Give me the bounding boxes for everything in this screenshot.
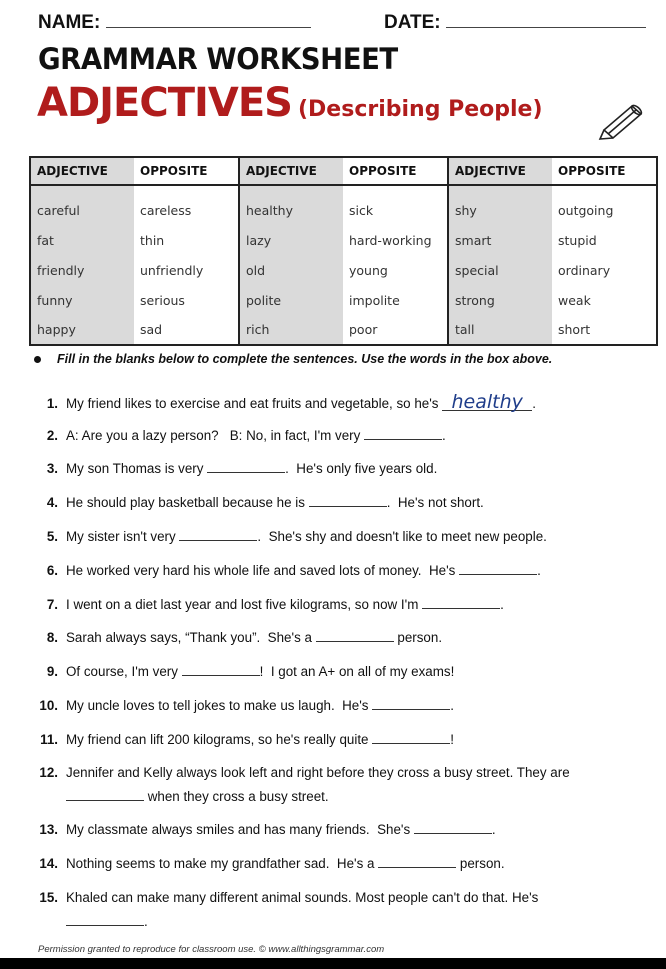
answer-blank[interactable]: [66, 789, 144, 801]
question-number: 4.: [46, 495, 58, 510]
column-header: ADJECTIVE: [30, 157, 134, 185]
question-number: 13.: [39, 822, 58, 837]
answer-blank[interactable]: [309, 495, 387, 507]
question-number: 5.: [46, 529, 58, 544]
answer-blank[interactable]: [459, 563, 537, 575]
question-text: My classmate always smiles and has many friends. She's: [66, 822, 414, 837]
answer-blank[interactable]: [179, 529, 257, 541]
column-header: ADJECTIVE: [239, 157, 343, 185]
question-number: 14.: [39, 856, 58, 871]
answer-blank[interactable]: [372, 732, 450, 744]
question-number: 1.: [46, 396, 58, 411]
question-text: I went on a diet last year and lost five kilograms, so now I'm: [66, 597, 423, 612]
column-header: OPPOSITE: [552, 157, 657, 185]
answer-blank[interactable]: [316, 630, 394, 642]
table-row: [30, 315, 657, 345]
question-text-after: .: [500, 597, 504, 612]
question-text-after: person.: [456, 856, 505, 871]
name-field[interactable]: [38, 12, 311, 34]
answer-blank[interactable]: [414, 822, 492, 834]
table-cell: unfriendly: [134, 255, 239, 285]
question-text: My friend likes to exercise and eat fruits and vegetable, so he's: [66, 396, 443, 411]
topic-heading: [37, 80, 543, 126]
question-text-after: !: [450, 732, 454, 747]
table-cell: impolite: [343, 285, 448, 315]
question-text: Jennifer and Kelly always look left and right before they cross a busy street. They are: [66, 765, 570, 780]
pencil-icon: [596, 100, 646, 140]
question-text-after: person.: [393, 630, 443, 645]
question-number: 12.: [39, 765, 58, 780]
question-text-after: .: [537, 563, 541, 578]
table-cell: weak: [552, 285, 657, 315]
table-cell: sick: [343, 185, 448, 225]
table-cell: ordinary: [552, 255, 657, 285]
question-item: [18, 890, 658, 905]
question-item: [18, 428, 658, 443]
question-text: He should play basketball because he is: [66, 495, 309, 510]
table-cell: thin: [134, 225, 239, 255]
question-item: [18, 630, 658, 645]
question-item: [18, 822, 658, 837]
table-cell: sad: [134, 315, 239, 345]
question-text-after: . She's shy and doesn't like to meet new people.: [257, 529, 547, 544]
question-text-after: . He's not short.: [386, 495, 484, 510]
table-cell: serious: [134, 285, 239, 315]
table-cell: careless: [134, 185, 239, 225]
table-header-row: [30, 157, 657, 185]
question-item: [18, 732, 658, 747]
table-cell: funny: [30, 285, 134, 315]
table-cell: outgoing: [552, 185, 657, 225]
question-text: He worked very hard his whole life and saved lots of money. He's: [66, 563, 460, 578]
question-number: 2.: [46, 428, 58, 443]
answer-blank[interactable]: [182, 664, 260, 676]
question-text: My son Thomas is very: [66, 461, 208, 476]
answer-blank[interactable]: [66, 914, 144, 926]
question-text-after: .: [144, 914, 148, 929]
question-number: 9.: [46, 664, 58, 679]
question-text: My sister isn't very: [66, 529, 180, 544]
instructions-text: Fill in the blanks below to complete the sentences. Use the words in the box above.: [57, 352, 553, 366]
answer-blank[interactable]: [372, 698, 450, 710]
table-cell: shy: [448, 185, 552, 225]
table-cell: tall: [448, 315, 552, 345]
question-item: [18, 391, 658, 413]
table-cell: healthy: [239, 185, 343, 225]
question-number: 8.: [46, 630, 58, 645]
question-continuation: [66, 789, 329, 804]
table-row: [30, 225, 657, 255]
table-row: [30, 255, 657, 285]
question-text-after: . He's only five years old.: [285, 461, 438, 476]
table-cell: short: [552, 315, 657, 345]
question-text: Khaled can make many different animal sounds. Most people can't do that. He's: [66, 890, 539, 905]
column-header: ADJECTIVE: [448, 157, 552, 185]
question-text-after: .: [450, 698, 454, 713]
table-cell: poor: [343, 315, 448, 345]
instructions: [34, 352, 552, 366]
table-cell: old: [239, 255, 343, 285]
table-cell: special: [448, 255, 552, 285]
answer-blank[interactable]: [422, 597, 500, 609]
question-text: Nothing seems to make my grandfather sad. He's a: [66, 856, 379, 871]
answer-blank[interactable]: [364, 428, 442, 440]
question-number: 3.: [46, 461, 58, 476]
column-header: OPPOSITE: [343, 157, 448, 185]
table-cell: friendly: [30, 255, 134, 285]
question-item: [18, 597, 658, 612]
question-text-after: .: [532, 396, 536, 411]
question-number: 7.: [46, 597, 58, 612]
table-cell: strong: [448, 285, 552, 315]
question-text: Of course, I'm very: [66, 664, 182, 679]
question-number: 6.: [46, 563, 58, 578]
question-item: [18, 698, 658, 713]
bottom-bar: [0, 958, 666, 969]
table-cell: stupid: [552, 225, 657, 255]
question-item: [18, 765, 658, 780]
table-cell: hard-working: [343, 225, 448, 255]
question-item: [18, 563, 658, 578]
table-cell: careful: [30, 185, 134, 225]
answer-blank[interactable]: [207, 461, 285, 473]
footer-copyright: Permission granted to reproduce for classroom use. © www.allthingsgrammar.com: [38, 944, 385, 955]
question-number: 11.: [40, 732, 58, 747]
question-item: [18, 495, 658, 510]
question-text-after: when they cross a busy street.: [144, 789, 329, 804]
column-header: OPPOSITE: [134, 157, 239, 185]
topic-note: (Describing People): [297, 97, 543, 122]
question-number: 15.: [39, 890, 58, 905]
table-cell: fat: [30, 225, 134, 255]
question-text: My uncle loves to tell jokes to make us laugh. He's: [66, 698, 373, 713]
date-field[interactable]: [384, 12, 646, 34]
table-cell: polite: [239, 285, 343, 315]
name-label: NAME:: [38, 12, 101, 33]
table-row: [30, 185, 657, 225]
question-text-after: ! I got an A+ on all of my exams!: [259, 664, 455, 679]
question-text: A: Are you a lazy person? B: No, in fact, I'm very: [66, 428, 365, 443]
question-item: [18, 461, 658, 476]
question-number: 10.: [39, 698, 58, 713]
topic-title: ADJECTIVES: [37, 80, 292, 126]
date-label: DATE:: [384, 12, 441, 33]
table-row: [30, 285, 657, 315]
question-item: [18, 529, 658, 544]
table-cell: young: [343, 255, 448, 285]
table-cell: happy: [30, 315, 134, 345]
question-continuation: [66, 914, 148, 929]
question-text: Sarah always says, “Thank you”. She's a: [66, 630, 316, 645]
table-cell: rich: [239, 315, 343, 345]
question-text: My friend can lift 200 kilograms, so he's really quite: [66, 732, 373, 747]
adjective-table: [29, 156, 658, 346]
question-text-after: .: [442, 428, 446, 443]
question-item: [18, 664, 658, 679]
table-cell: lazy: [239, 225, 343, 255]
table-cell: smart: [448, 225, 552, 255]
worksheet-title: GRAMMAR WORKSHEET: [38, 42, 398, 76]
question-text-after: .: [491, 822, 496, 837]
question-item: [18, 856, 658, 871]
answer-filled[interactable]: healthy: [442, 394, 532, 411]
answer-blank[interactable]: [378, 856, 456, 868]
bullet-icon: [34, 356, 41, 363]
